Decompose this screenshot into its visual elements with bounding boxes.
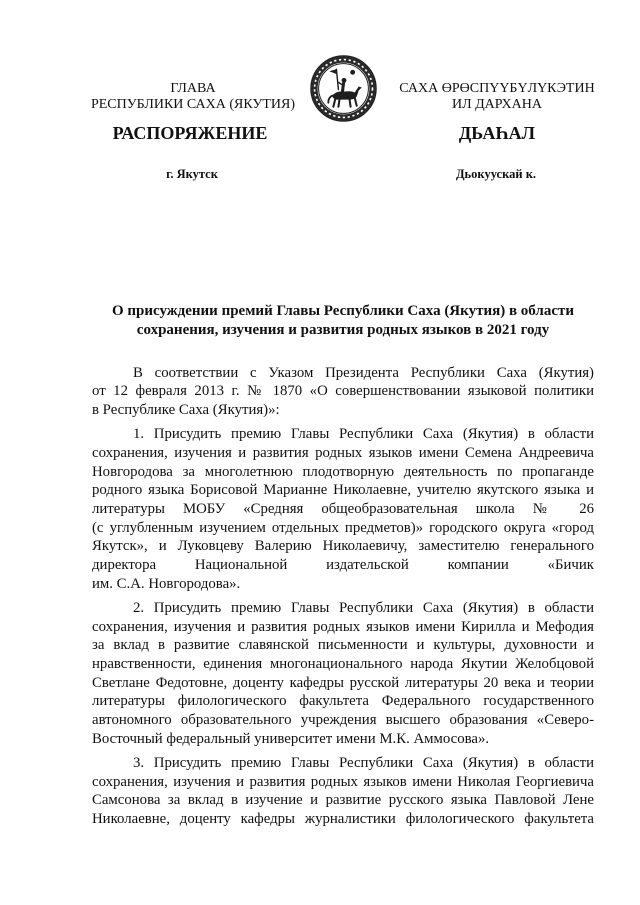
city-ru: г. Якутск (166, 167, 218, 181)
clause-1-paragraph (92, 425, 594, 593)
issuer-line: РЕСПУБЛИКИ САХА (ЯКУТИЯ) (90, 96, 296, 112)
text-line: В соответствии с Указом Президента Республики Саха (Якутия) (133, 364, 594, 381)
text-line: 1. Присудить премию Главы Республики Саха (Якутия) в области (133, 426, 594, 443)
text-line: Самсонова за вклад в изучение и развитие русского языка Павловой Лене (92, 792, 594, 809)
text-line: сохранения, изучения и развития родных языков имени Николая Георгиевича (92, 773, 594, 790)
issuer-line: ИЛ ДАРХАНА (451, 96, 542, 112)
issuer-line: ГЛАВА (170, 81, 216, 96)
document-body (92, 364, 594, 835)
text-line: директора Национальной издательской компании «Бичик (92, 556, 594, 573)
text-line: нравственности, единения многонационального народа Якутии Желобцовой (92, 655, 594, 672)
text-line: Светлане Федотовне, доценту кафедры русской литературы 20 века и теории (92, 674, 594, 691)
document-type-ru: РАСПОРЯЖЕНИЕ (112, 123, 268, 143)
clause-3-paragraph (92, 754, 594, 829)
text-line: сохранения, изучения и развития родных языков имени Семена Андреевича (92, 444, 594, 461)
title-line: сохранения, изучения и развития родных языков в 2021 году (136, 321, 550, 338)
issuer-heading-ru (63, 81, 323, 112)
text-line: Николаевне, доценту кафедры журналистики филологического факультета (92, 810, 594, 827)
sakha-republic-emblem-icon (310, 55, 377, 122)
text-line: Новгородова за многолетнюю плодотворную деятельность по пропаганде (92, 463, 594, 480)
text-line: 2. Присудить премию Главы Республики Саха (Якутия) в области (133, 599, 594, 616)
text-line: литературы филологического факультета Федерального государственного (92, 693, 594, 710)
text-line: Якутск», и Луковцеву Валерию Николаевичу, заместителю генерального (92, 538, 594, 555)
document-title (92, 302, 594, 340)
text-line: сохранения, изучения и развития родных языков имени Кирилла и Мефодия (92, 618, 594, 635)
text-line: от 12 февраля 2013 г. № 1870 «О совершенствовании языковой политики (92, 383, 594, 400)
issuer-line: САХА ӨРӨСПҮҮБҮЛҮКЭТИН (399, 81, 595, 96)
text-line: родного языка Борисовой Марианне Николаевне, учителю якутского языка и (92, 482, 594, 499)
preamble-paragraph (92, 364, 594, 420)
text-line: Восточный федеральный университет имени М.К. Аммосова». (92, 730, 490, 747)
text-line: за вклад в развитие славянской письменности и культуры, духовности и (92, 637, 594, 654)
text-line: автономного образовательного учреждения высшего образования «Северо- (92, 711, 594, 728)
document-type-sah: ДЬАҺАЛ (458, 123, 536, 143)
clause-2-paragraph (92, 599, 594, 749)
text-line: литературы МОБУ «Средняя общеобразовательная школа № 26 (92, 500, 594, 517)
text-line: в Республике Саха (Якутия)»: (92, 401, 280, 418)
issuer-heading-sah (387, 81, 607, 112)
text-line: (с углубленным изучением отдельных предметов)» городского округа «город (92, 519, 594, 536)
text-line: 3. Присудить премию Главы Республики Саха (Якутия) в области (133, 754, 594, 771)
city-sah: Дьокуускай к. (455, 167, 537, 181)
title-line: О присуждении премий Главы Республики Саха (Якутия) в области (111, 302, 575, 319)
text-line: им. С.А. Новгородова». (92, 575, 241, 592)
